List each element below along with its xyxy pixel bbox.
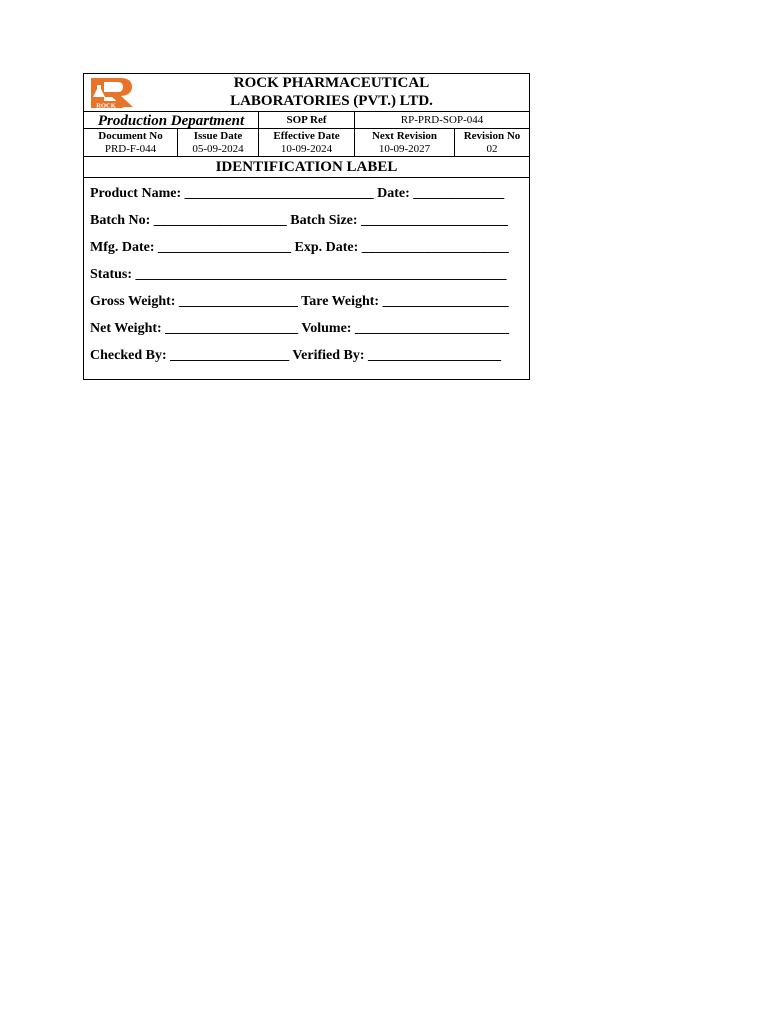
form-header xyxy=(84,74,529,112)
next-revision-value: 10-09-2027 xyxy=(378,143,431,155)
net-weight-volume-line: Net Weight: ___________________ Volume: ______________________ xyxy=(90,321,509,336)
checked-verified-by-line: Checked By: _________________ Verified By: ___________________ xyxy=(90,348,502,363)
document-no-label: Document No xyxy=(98,130,163,142)
sop-ref-label: SOP Ref xyxy=(259,112,355,128)
document-no-cell xyxy=(84,129,178,156)
effective-date-cell xyxy=(259,129,355,156)
revision-no-label: Revision No xyxy=(463,130,521,142)
identification-label-form xyxy=(83,73,530,380)
document-no-value: PRD-F-044 xyxy=(104,143,157,155)
company-name-line1: ROCK PHARMACEUTICAL xyxy=(233,75,430,91)
issue-date-label: Issue Date xyxy=(193,130,243,142)
gross-tare-weight-line: Gross Weight: _________________ Tare Weight: __________________ xyxy=(90,294,509,309)
revision-no-cell xyxy=(455,129,529,156)
form-title: IDENTIFICATION LABEL xyxy=(84,157,529,178)
mfg-exp-date-line: Mfg. Date: ___________________ Exp. Date: _____________________ xyxy=(90,240,509,255)
next-revision-cell xyxy=(355,129,455,156)
next-revision-label: Next Revision xyxy=(371,130,438,142)
company-name-line2: LABORATORIES (PVT.) LTD. xyxy=(230,93,433,109)
revision-no-value: 02 xyxy=(486,143,498,155)
label-fields xyxy=(90,185,522,374)
effective-date-label: Effective Date xyxy=(273,130,340,142)
issue-date-value: 05-09-2024 xyxy=(192,143,244,155)
department-name: Production Department xyxy=(84,112,259,128)
svg-text:ROCK: ROCK xyxy=(96,102,116,108)
rock-logo-icon xyxy=(90,77,136,108)
sop-ref-value: RP-PRD-SOP-044 xyxy=(400,114,484,126)
product-name-date-line: Product Name: ___________________________ Date: _____________ xyxy=(90,186,505,201)
effective-date-value: 10-09-2024 xyxy=(280,143,333,155)
department-row xyxy=(84,112,529,129)
batch-no-size-line: Batch No: ___________________ Batch Size: _____________________ xyxy=(90,213,509,228)
issue-date-cell xyxy=(178,129,259,156)
document-info-row xyxy=(84,129,529,157)
company-name xyxy=(134,74,529,110)
status-line: Status: _____________________________________________________ xyxy=(90,267,507,282)
